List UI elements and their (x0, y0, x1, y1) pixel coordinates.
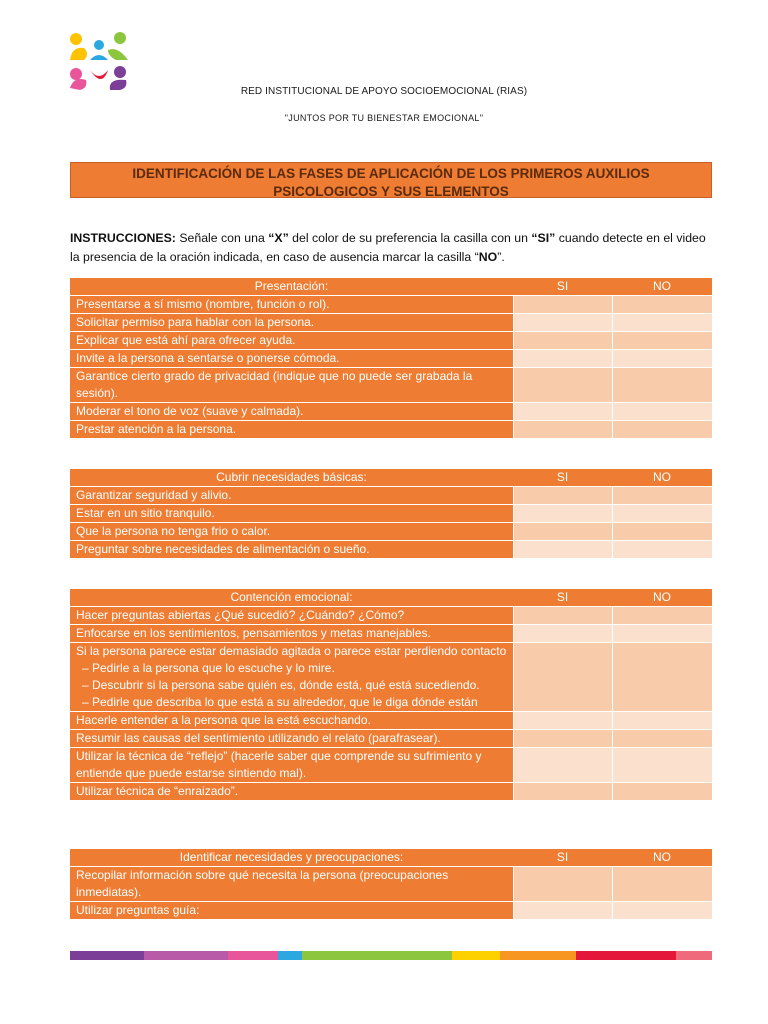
item-text: Moderar el tono de voz (suave y calmada). (70, 403, 513, 421)
table-row (70, 403, 712, 421)
table-row (70, 350, 712, 368)
instructions-si: “SI” (531, 231, 556, 245)
instructions-text-1: Señale con una (175, 231, 269, 245)
si-checkbox[interactable] (513, 783, 612, 801)
no-checkbox[interactable] (612, 421, 712, 439)
instructions-label: INSTRUCCIONES: (70, 231, 176, 245)
table-row (70, 541, 712, 559)
si-checkbox[interactable] (513, 523, 612, 541)
item-text: Garantizar seguridad y alivio. (70, 487, 513, 505)
si-checkbox[interactable] (513, 332, 612, 350)
footer-color-bar (70, 951, 712, 960)
no-checkbox[interactable] (612, 541, 712, 559)
item-text: Utilizar la técnica de “reflejo” (hacerle saber que comprende su sufrimiento y entiende que puede estarse sintiendo mal). (70, 748, 513, 783)
checklist-presentacion (70, 278, 712, 439)
no-checkbox[interactable] (612, 487, 712, 505)
document-title: IDENTIFICACIÓN DE LAS FASES DE APLICACIÓN DE LOS PRIMEROS AUXILIOS PSICOLOGICOS Y SUS ELEMENTOS (70, 162, 712, 198)
no-checkbox[interactable] (612, 625, 712, 643)
section-header (70, 589, 712, 607)
si-checkbox[interactable] (513, 505, 612, 523)
section-header (70, 469, 712, 487)
color-segment (576, 951, 676, 960)
instructions-text-3: cuando detecte en el video la presencia de la oración indicada, en caso de ausencia marcar la casilla “ (70, 231, 706, 264)
item-text: Invite a la persona a sentarse o ponerse cómoda. (70, 350, 513, 368)
color-segment (278, 951, 302, 960)
column-no: NO (612, 849, 712, 867)
logo-figure-pink (70, 68, 82, 80)
table-row (70, 748, 712, 783)
color-segment (70, 951, 144, 960)
color-segment (228, 951, 278, 960)
si-checkbox[interactable] (513, 902, 612, 920)
table-row (70, 523, 712, 541)
section-header (70, 278, 712, 296)
no-checkbox[interactable] (612, 730, 712, 748)
instructions-no: NO (478, 250, 498, 264)
si-checkbox[interactable] (513, 607, 612, 625)
si-checkbox[interactable] (513, 368, 612, 403)
section-title: Cubrir necesidades básicas: (70, 469, 513, 487)
no-checkbox[interactable] (612, 867, 712, 902)
logo-figure-blue (94, 40, 104, 50)
section-title: Contención emocional: (70, 589, 513, 607)
color-segment (500, 951, 576, 960)
logo-figure-red (90, 70, 108, 79)
section-header (70, 849, 712, 867)
si-checkbox[interactable] (513, 296, 612, 314)
table-row (70, 296, 712, 314)
checklist-necesidades-preocupaciones (70, 849, 712, 920)
item-text: Garantice cierto grado de privacidad (indique que no puede ser grabada la sesión). (70, 368, 513, 403)
column-si: SI (513, 589, 612, 607)
table-row (70, 332, 712, 350)
si-checkbox[interactable] (513, 541, 612, 559)
no-checkbox[interactable] (612, 783, 712, 801)
item-text: Enfocarse en los sentimientos, pensamientos y metas manejables. (70, 625, 513, 643)
si-checkbox[interactable] (513, 748, 612, 783)
table-row (70, 421, 712, 439)
column-no: NO (612, 278, 712, 296)
instructions-x: “X” (268, 231, 289, 245)
organization-motto: "JUNTOS POR TU BIENESTAR EMOCIONAL" (284, 113, 484, 123)
column-no: NO (612, 589, 712, 607)
item-text: Recopilar información sobre qué necesita la persona (preocupaciones inmediatas). (70, 867, 513, 902)
no-checkbox[interactable] (612, 748, 712, 783)
table-row (70, 314, 712, 332)
no-checkbox[interactable] (612, 712, 712, 730)
si-checkbox[interactable] (513, 487, 612, 505)
no-checkbox[interactable] (612, 350, 712, 368)
item-text: Estar en un sitio tranquilo. (70, 505, 513, 523)
table-row (70, 643, 712, 712)
instructions (70, 229, 714, 267)
si-checkbox[interactable] (513, 421, 612, 439)
item-text: Hacerle entender a la persona que la está escuchando. (70, 712, 513, 730)
si-checkbox[interactable] (513, 730, 612, 748)
column-si: SI (513, 849, 612, 867)
si-checkbox[interactable] (513, 712, 612, 730)
no-checkbox[interactable] (612, 523, 712, 541)
column-si: SI (513, 469, 612, 487)
item-text: Utilizar técnica de “enraizado”. (70, 783, 513, 801)
table-row (70, 607, 712, 625)
instructions-text-4: ”. (497, 250, 505, 264)
table-row (70, 487, 712, 505)
no-checkbox[interactable] (612, 314, 712, 332)
table-row (70, 867, 712, 902)
checklist-necesidades-basicas (70, 469, 712, 559)
item-text-main: Si la persona parece estar demasiado agitada o parece estar perdiendo contacto (76, 644, 507, 658)
item-text: Solicitar permiso para hablar con la persona. (70, 314, 513, 332)
table-row (70, 625, 712, 643)
table-row (70, 783, 712, 801)
table-row (70, 505, 712, 523)
column-si: SI (513, 278, 612, 296)
checklist-contencion-emocional (70, 589, 712, 801)
no-checkbox[interactable] (612, 607, 712, 625)
item-text: Preguntar sobre necesidades de alimentación o sueño. (70, 541, 513, 559)
no-checkbox[interactable] (612, 643, 712, 712)
item-text: Que la persona no tenga frio o calor. (70, 523, 513, 541)
organization-name: RED INSTITUCIONAL DE APOYO SOCIOEMOCIONAL (RIAS) (240, 86, 528, 97)
color-segment (676, 951, 712, 960)
no-checkbox[interactable] (612, 368, 712, 403)
sub-item: – Pedirle que describa lo que está a su alrededor, que le diga dónde están (82, 695, 478, 709)
color-segment (452, 951, 500, 960)
rias-logo (68, 30, 130, 92)
si-checkbox[interactable] (513, 867, 612, 902)
color-segment (302, 951, 452, 960)
section-title: Identificar necesidades y preocupaciones: (70, 849, 513, 867)
instructions-text-2: del color de su preferencia la casilla con un (288, 231, 532, 245)
item-text: Utilizar preguntas guía: (70, 902, 513, 920)
sub-item: – Descubrir si la persona sabe quién es, dónde está, qué está sucediendo. (82, 678, 480, 692)
column-no: NO (612, 469, 712, 487)
item-text (70, 643, 513, 712)
sub-item: – Pedirle a la persona que lo escuche y lo mire. (82, 661, 335, 675)
si-checkbox[interactable] (513, 403, 612, 421)
item-text: Explicar que está ahí para ofrecer ayuda. (70, 332, 513, 350)
item-text: Presentarse a sí mismo (nombre, función o rol). (70, 296, 513, 314)
item-text: Prestar atención a la persona. (70, 421, 513, 439)
logo-figure-yellow (70, 33, 82, 45)
table-row (70, 368, 712, 403)
si-checkbox[interactable] (513, 625, 612, 643)
si-checkbox[interactable] (513, 350, 612, 368)
si-checkbox[interactable] (513, 314, 612, 332)
color-segment (144, 951, 228, 960)
no-checkbox[interactable] (612, 902, 712, 920)
no-checkbox[interactable] (612, 332, 712, 350)
table-row (70, 712, 712, 730)
no-checkbox[interactable] (612, 505, 712, 523)
si-checkbox[interactable] (513, 643, 612, 712)
table-row (70, 902, 712, 920)
item-text: Hacer preguntas abiertas ¿Qué sucedió? ¿Cuándo? ¿Cómo? (70, 607, 513, 625)
item-text: Resumir las causas del sentimiento utilizando el relato (parafrasear). (70, 730, 513, 748)
no-checkbox[interactable] (612, 296, 712, 314)
table-row (70, 730, 712, 748)
no-checkbox[interactable] (612, 403, 712, 421)
logo-figure-green (114, 32, 126, 44)
logo-figure-purple (114, 66, 126, 78)
section-title: Presentación: (70, 278, 513, 296)
